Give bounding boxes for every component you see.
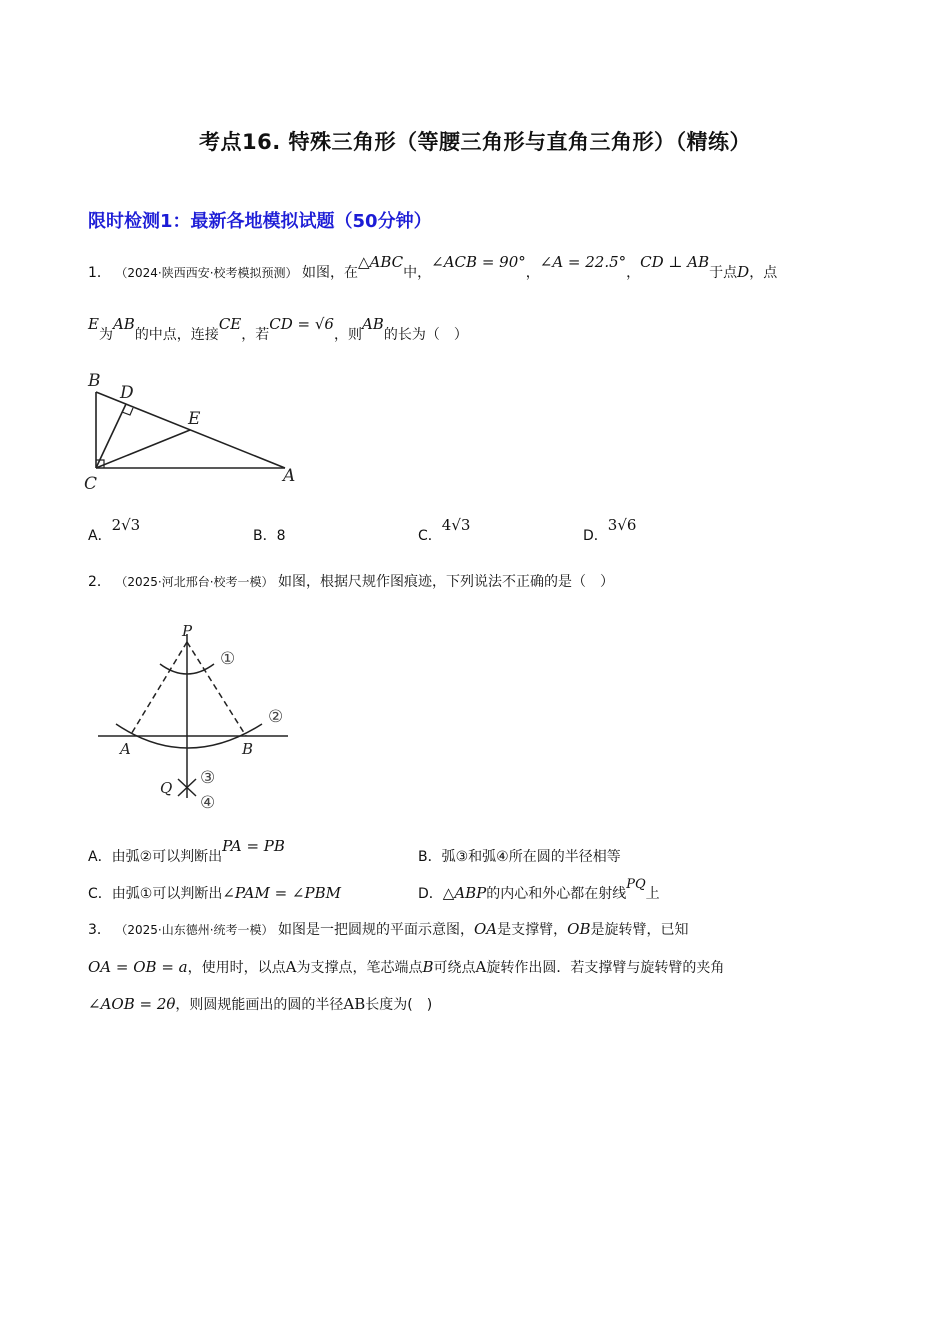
question-2-figure (90, 622, 300, 818)
section-heading: 限时检测1：最新各地模拟试题（50分钟） (88, 211, 432, 232)
question-text: 的长为（ ） (383, 327, 468, 343)
option-text: 由弧①可以判断出 (111, 886, 223, 902)
question-text: ，使用时，以点 (187, 960, 286, 976)
label-circle-2: ② (268, 707, 284, 727)
label-d: D (120, 383, 134, 403)
question-text: 如图，在 (302, 265, 358, 281)
question-source: （2025·山东德州·统考一模） (115, 923, 274, 937)
math: E (88, 315, 99, 333)
question-text: 为 (98, 327, 113, 343)
math: CE (218, 315, 242, 333)
question-number: 3． (88, 922, 111, 938)
option-value: 3√6 (607, 516, 637, 534)
question-text: 旋转作出圆．若支撑臂与旋转臂的夹角 (486, 960, 725, 976)
math: A (285, 958, 297, 976)
page-title: 考点16. 特殊三角形（等腰三角形与直角三角形）（精练） (198, 130, 751, 154)
segment-ce (96, 430, 190, 468)
math: CD = √6 (269, 315, 334, 333)
math: CD ⊥ AB (640, 253, 710, 271)
label-p: P (182, 622, 193, 640)
question-text: ，则 (333, 327, 362, 343)
option-value: 4√3 (441, 516, 471, 534)
option-label: A． (88, 528, 112, 544)
segment-pa (130, 642, 187, 736)
label-b: B (242, 740, 254, 758)
option-text: 上 (645, 886, 660, 902)
math: △ABC (358, 253, 404, 271)
math: A (475, 958, 487, 976)
question-3-line-3 (88, 994, 432, 1015)
question-text: ，若 (241, 327, 270, 343)
math: ∠AOB = 2θ (88, 995, 176, 1013)
question-source: （2025·河北邢台·校考一模） (115, 575, 274, 589)
question-text: 是旋转臂，已知 (590, 922, 689, 938)
question-text: 的中点，连接 (134, 327, 219, 343)
label-e: E (188, 409, 201, 429)
question-text: 是支撑臂， (497, 922, 568, 938)
option-label: D． (583, 528, 608, 544)
math: OB (567, 920, 591, 938)
question-text: ，点 (749, 265, 778, 281)
question-1-line-2 (88, 315, 468, 345)
question-text: ，则圆规能画出的圆的半径 (175, 997, 344, 1013)
option-label: C． (88, 886, 112, 902)
question-text: 如图是一把圆规的平面示意图， (278, 922, 474, 938)
q2-option-a[interactable] (88, 837, 285, 866)
question-text: 于点 (709, 265, 738, 281)
label-b: B (88, 371, 101, 391)
question-1-figure (80, 368, 310, 496)
question-text: ， (626, 265, 641, 281)
math: ∠ACB = 90° (431, 253, 526, 271)
option-label: B． (253, 528, 277, 544)
question-number: 2． (88, 574, 111, 590)
q1-option-a[interactable] (88, 516, 141, 545)
q2-option-b[interactable] (418, 846, 621, 866)
math: PQ (626, 877, 646, 892)
option-label: D． (418, 886, 443, 902)
math: ∠A = 22.5° (539, 253, 627, 271)
label-a: A (120, 740, 131, 758)
math: AB (361, 315, 384, 333)
option-value: 2√3 (111, 516, 141, 534)
option-text: 弧③和弧④所在圆的半径相等 (441, 849, 621, 865)
math: △ABP (442, 884, 487, 902)
q1-option-c[interactable] (418, 516, 471, 545)
option-label: C． (418, 528, 442, 544)
option-label: A． (88, 849, 112, 865)
label-a: A (283, 466, 296, 486)
question-3-line-2 (88, 957, 724, 978)
math: PA = PB (222, 837, 285, 855)
math: AB (112, 315, 135, 333)
q1-option-d[interactable] (583, 516, 637, 545)
math: AB (343, 995, 366, 1013)
question-2-line-1 (88, 572, 614, 592)
label-c: C (84, 474, 98, 494)
math: D (737, 263, 750, 281)
question-text: 中， (403, 265, 432, 281)
math: OA = OB = a (88, 958, 188, 976)
question-text: 长度为( ) (365, 997, 433, 1013)
option-text: 由弧②可以判断出 (111, 849, 223, 865)
label-circle-4: ④ (200, 793, 216, 813)
option-text: 的内心和外心都在射线 (486, 886, 627, 902)
question-number: 1． (88, 265, 111, 281)
question-3-line-1 (88, 919, 688, 940)
math: ∠PAM = ∠PBM (222, 884, 341, 902)
math: B (422, 958, 434, 976)
question-text: 为支撑点，笔芯端点 (296, 960, 423, 976)
question-1-line-1 (88, 253, 778, 283)
question-source: （2024·陕西西安·校考模拟预测） (115, 266, 298, 280)
segment-pb (187, 642, 246, 736)
label-circle-1: ① (220, 649, 236, 669)
q1-option-b[interactable] (253, 525, 286, 545)
question-text: 可绕点 (433, 960, 476, 976)
q2-option-d[interactable] (418, 877, 660, 903)
label-circle-3: ③ (200, 768, 216, 788)
question-text: 如图，根据尺规作图痕迹，下列说法不正确的是（ ） (278, 574, 614, 590)
option-value: 8 (276, 528, 286, 544)
math: OA (474, 920, 498, 938)
label-q: Q (160, 779, 173, 797)
question-text: ， (525, 265, 540, 281)
option-label: B． (418, 849, 442, 865)
q2-option-c[interactable] (88, 883, 341, 903)
